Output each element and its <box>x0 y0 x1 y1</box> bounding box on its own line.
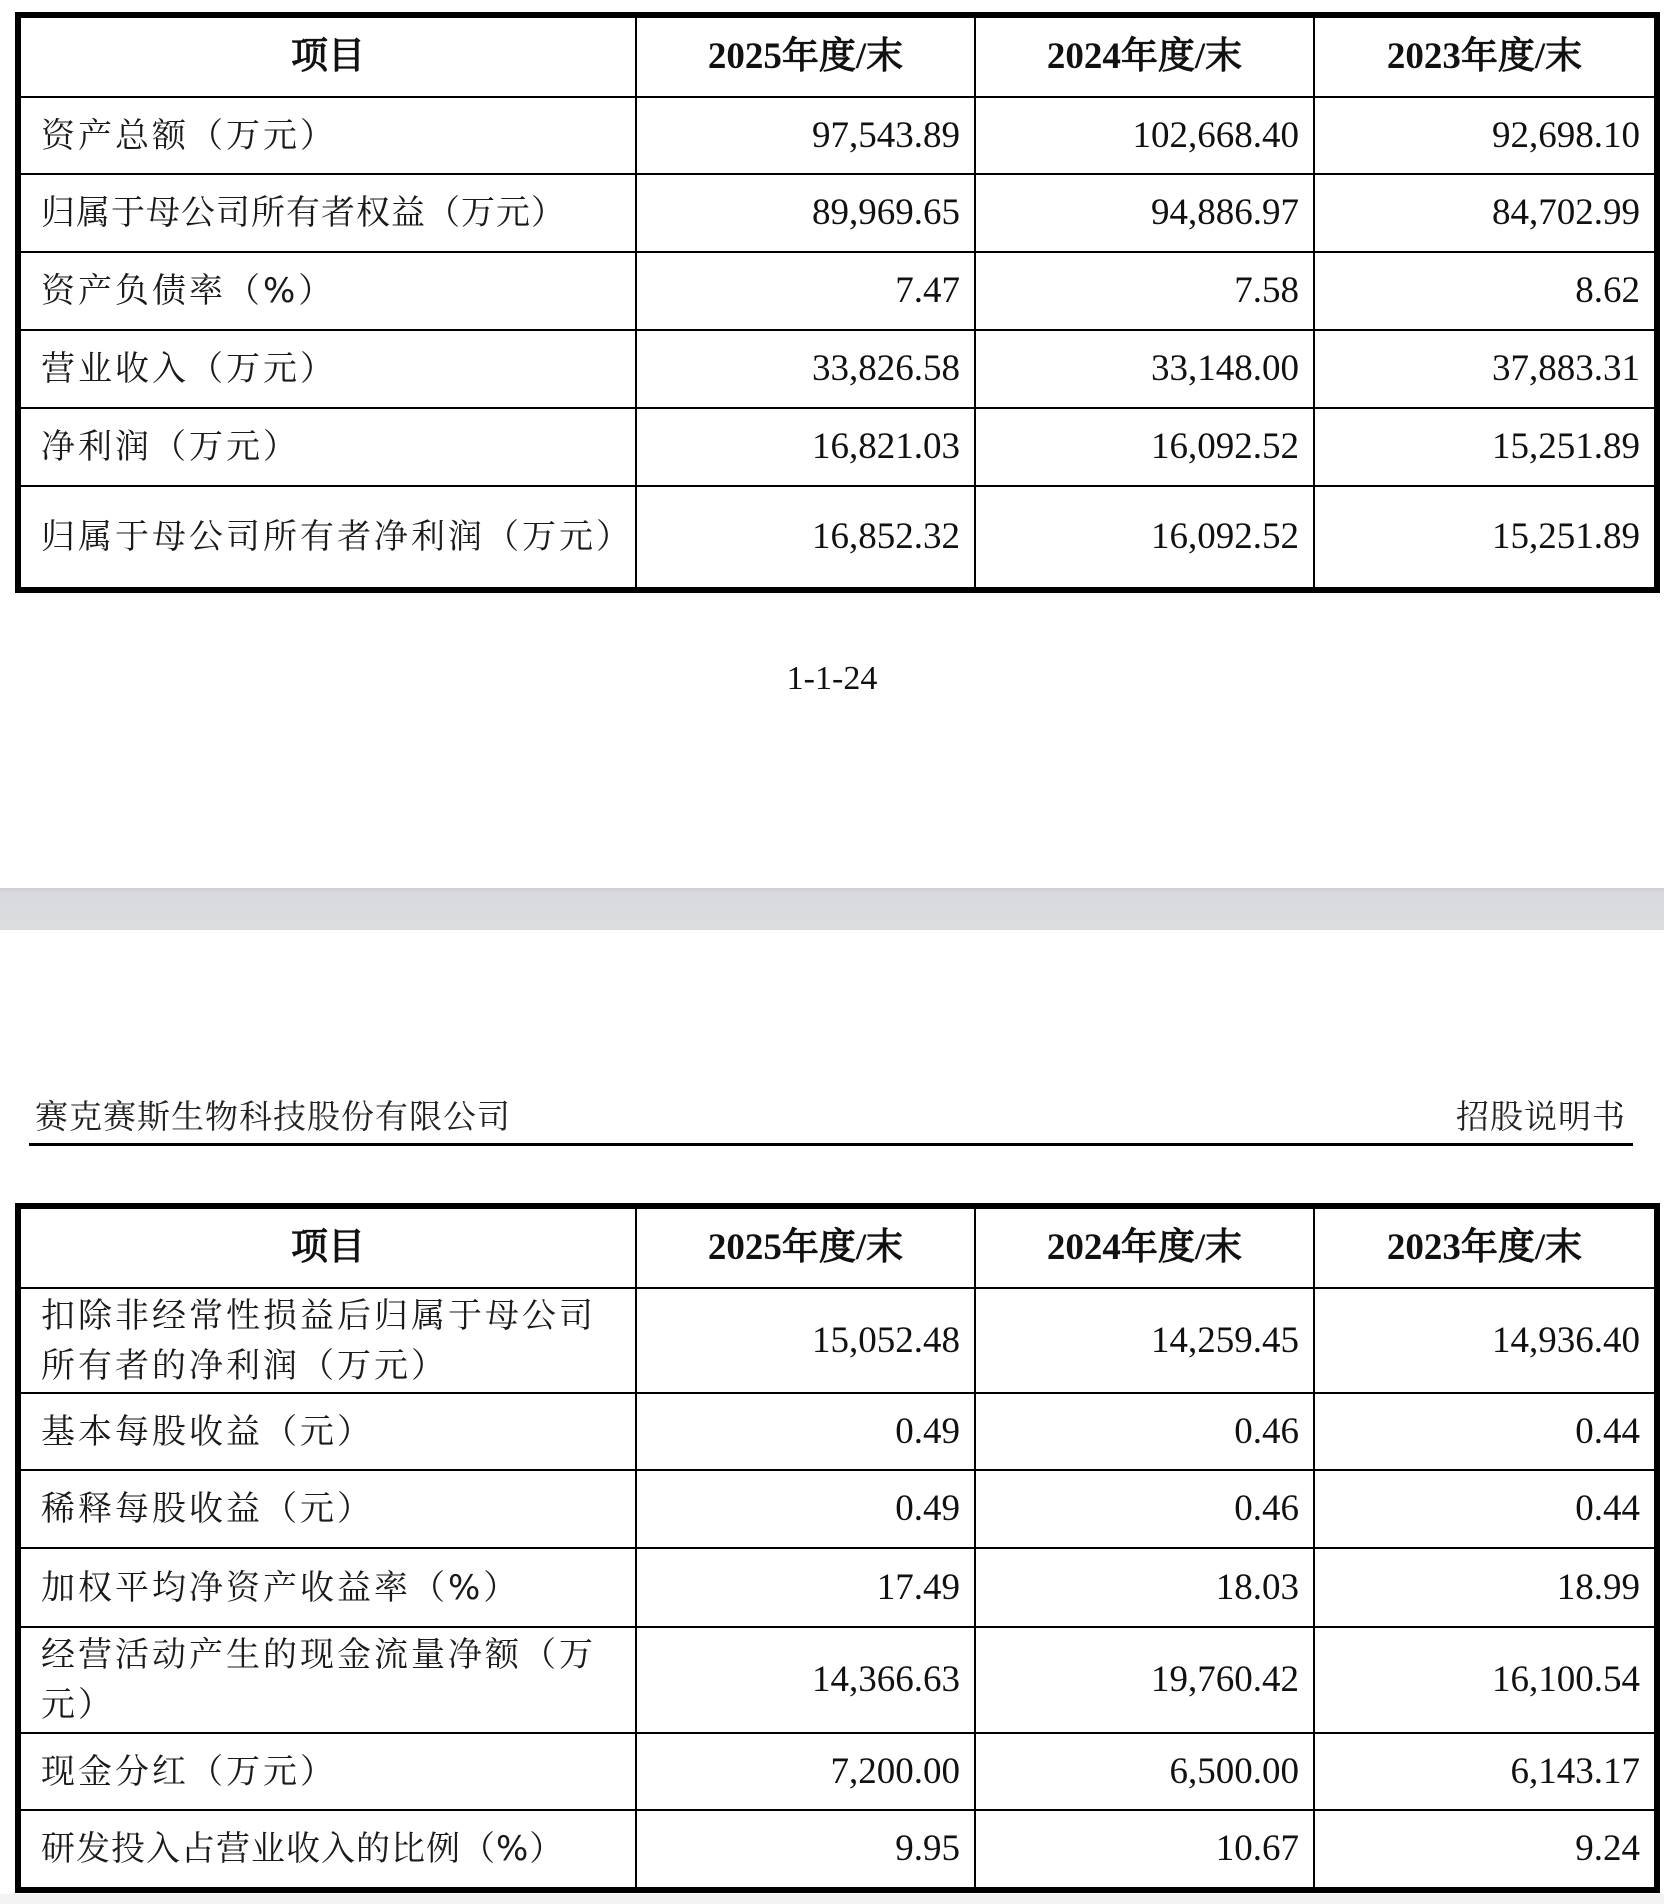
cell-2023: 14,936.40 <box>1314 1288 1657 1393</box>
page-separator <box>0 888 1664 930</box>
header-2023: 2023年度/末 <box>1314 15 1657 97</box>
cell-2025: 9.95 <box>636 1810 975 1890</box>
cell-2023: 8.62 <box>1314 252 1657 330</box>
cell-2024: 33,148.00 <box>975 330 1314 408</box>
cell-2023: 15,251.89 <box>1314 408 1657 486</box>
company-name: 赛克赛斯生物科技股份有限公司 <box>35 1097 511 1136</box>
cell-2024: 94,886.97 <box>975 174 1314 252</box>
table-row <box>18 408 1657 486</box>
document-page-bottom <box>0 930 1664 1894</box>
document-type: 招股说明书 <box>1456 1097 1626 1136</box>
table-row <box>18 1627 1657 1733</box>
table-row <box>18 1548 1657 1627</box>
cell-2024: 10.67 <box>975 1810 1314 1890</box>
row-label: 扣除非经常性损益后归属于母公司所有者的净利润（万元） <box>18 1288 636 1393</box>
table-row <box>18 252 1657 330</box>
page-number: 1-1-24 <box>786 660 878 697</box>
cell-2023: 9.24 <box>1314 1810 1657 1890</box>
cell-2025: 14,366.63 <box>636 1627 975 1733</box>
cell-2025: 16,852.32 <box>636 486 975 590</box>
cell-2024: 102,668.40 <box>975 97 1314 174</box>
document-page-top <box>0 0 1664 888</box>
cell-2025: 97,543.89 <box>636 97 975 174</box>
cell-2024: 0.46 <box>975 1393 1314 1470</box>
row-label: 现金分红（万元） <box>18 1733 636 1810</box>
row-label: 营业收入（万元） <box>18 330 636 408</box>
financial-summary-table-part2 <box>15 1203 1660 1893</box>
table-row <box>18 1288 1657 1393</box>
table-row <box>18 1470 1657 1548</box>
header-2024: 2024年度/末 <box>975 1206 1314 1288</box>
row-label: 资产负债率（%） <box>18 252 636 330</box>
cell-2023: 0.44 <box>1314 1470 1657 1548</box>
cell-2025: 33,826.58 <box>636 330 975 408</box>
page-bottom-edge <box>0 1894 1664 1904</box>
table-row <box>18 97 1657 174</box>
cell-2023: 6,143.17 <box>1314 1733 1657 1810</box>
row-label: 基本每股收益（元） <box>18 1393 636 1470</box>
cell-2023: 84,702.99 <box>1314 174 1657 252</box>
cell-2025: 0.49 <box>636 1393 975 1470</box>
header-2025: 2025年度/末 <box>636 1206 975 1288</box>
cell-2025: 16,821.03 <box>636 408 975 486</box>
cell-2023: 18.99 <box>1314 1548 1657 1627</box>
cell-2023: 15,251.89 <box>1314 486 1657 590</box>
cell-2025: 89,969.65 <box>636 174 975 252</box>
cell-2025: 17.49 <box>636 1548 975 1627</box>
cell-2025: 15,052.48 <box>636 1288 975 1393</box>
cell-2024: 0.46 <box>975 1470 1314 1548</box>
row-label: 经营活动产生的现金流量净额（万元） <box>18 1627 636 1733</box>
row-label: 加权平均净资产收益率（%） <box>18 1548 636 1627</box>
table-row <box>18 1810 1657 1890</box>
table-row <box>18 1733 1657 1810</box>
cell-2023: 0.44 <box>1314 1393 1657 1470</box>
table-row <box>18 330 1657 408</box>
cell-2023: 37,883.31 <box>1314 330 1657 408</box>
cell-2024: 7.58 <box>975 252 1314 330</box>
header-item: 项目 <box>18 1206 636 1288</box>
cell-2024: 18.03 <box>975 1548 1314 1627</box>
running-header <box>29 1087 1633 1146</box>
header-2023: 2023年度/末 <box>1314 1206 1657 1288</box>
row-label: 归属于母公司所有者权益（万元） <box>18 174 636 252</box>
table-row <box>18 486 1657 590</box>
row-label: 资产总额（万元） <box>18 97 636 174</box>
row-label: 净利润（万元） <box>18 408 636 486</box>
header-2024: 2024年度/末 <box>975 15 1314 97</box>
table-row <box>18 1393 1657 1470</box>
cell-2025: 7.47 <box>636 252 975 330</box>
cell-2025: 0.49 <box>636 1470 975 1548</box>
cell-2024: 16,092.52 <box>975 486 1314 590</box>
financial-summary-table-part1 <box>15 12 1660 593</box>
row-label: 研发投入占营业收入的比例（%） <box>18 1810 636 1890</box>
table-header-row <box>18 1206 1657 1288</box>
row-label: 稀释每股收益（元） <box>18 1470 636 1548</box>
cell-2025: 7,200.00 <box>636 1733 975 1810</box>
cell-2024: 14,259.45 <box>975 1288 1314 1393</box>
header-2025: 2025年度/末 <box>636 15 975 97</box>
cell-2024: 16,092.52 <box>975 408 1314 486</box>
cell-2023: 16,100.54 <box>1314 1627 1657 1733</box>
table-row <box>18 174 1657 252</box>
cell-2023: 92,698.10 <box>1314 97 1657 174</box>
cell-2024: 19,760.42 <box>975 1627 1314 1733</box>
header-item: 项目 <box>18 15 636 97</box>
table-header-row <box>18 15 1657 97</box>
row-label: 归属于母公司所有者净利润（万元） <box>18 486 636 590</box>
cell-2024: 6,500.00 <box>975 1733 1314 1810</box>
